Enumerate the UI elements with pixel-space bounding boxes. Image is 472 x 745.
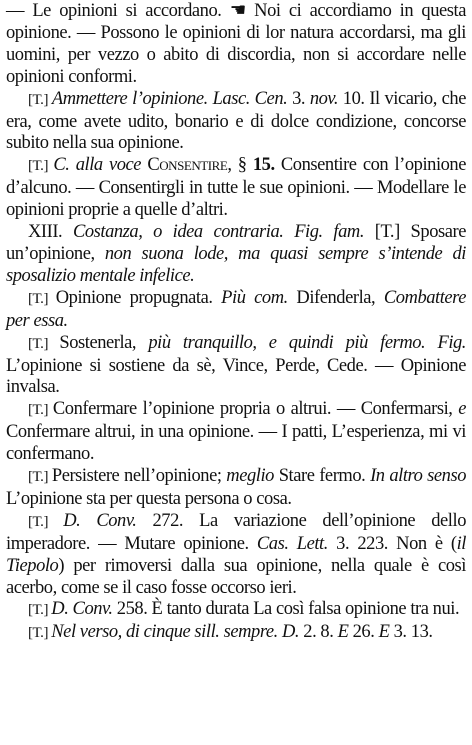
text-run: meglio	[226, 466, 274, 487]
source-tag: [T.]	[28, 469, 52, 486]
text-run: In altro senso	[370, 466, 466, 487]
paragraph-3	[6, 222, 466, 288]
text-run: 10. Il vicario, che era, come avete udito, bonario e di dolce condizione, concorse subito nella sua opinione.	[6, 88, 466, 154]
text-run: 272. La variazione dell’opinione dello imperadore. — Mutare opinione.	[6, 510, 466, 554]
text-run: 258. È tanto durata La così falsa opinione tra nui.	[112, 599, 460, 620]
text-run: E	[337, 622, 349, 643]
paragraph-6	[6, 399, 466, 466]
text-run: 3. 13.	[389, 622, 433, 643]
text-run: 3. 223. Non è (	[327, 533, 457, 554]
text-run: Nel verso, di cinque sill. sempre. D.	[51, 622, 300, 643]
text-run: ) per rimoversi dalla sua opinione, nella quale è così acerbo, come se il caso fosse occorso ieri.	[6, 555, 466, 598]
source-tag: [T.]	[28, 625, 52, 642]
text-run: il Tiepolo	[6, 533, 466, 576]
text-run: L’opinione sta per questa persona o cosa.	[6, 488, 292, 509]
text-run: Persistere nell’opinione;	[51, 466, 227, 487]
paragraph-1	[6, 89, 466, 156]
paragraph-8	[6, 511, 466, 600]
source-tag: [T.]	[28, 158, 54, 175]
paragraph-2	[6, 155, 466, 222]
text-run: 26.	[348, 622, 379, 643]
text-run: 15.	[252, 155, 275, 176]
pointing-hand-icon: ☚	[229, 1, 246, 21]
text-run: Lasc. Cen.	[212, 88, 293, 109]
paragraph-10	[6, 622, 466, 645]
text-run: D. Conv.	[51, 599, 113, 620]
paragraph-7	[6, 466, 466, 511]
text-run: Consentire	[147, 155, 228, 176]
text-run: Combattere per essa.	[6, 287, 467, 331]
text-run: Confermare altrui, in una opinione. — I patti, L’esperienza, mi vi confermano.	[6, 422, 466, 465]
source-tag: [T.]	[28, 290, 56, 307]
text-run: non suona lode, ma quasi sempre s’intende di sposalizio mentale infelice.	[6, 243, 466, 286]
paragraph-5	[6, 333, 466, 400]
text-run: 3.	[292, 88, 310, 109]
source-tag: [T.]	[28, 602, 52, 619]
text-run: Ammettere l’opinione.	[51, 88, 213, 109]
text-run: , §	[227, 155, 253, 176]
text-run: 2. 8.	[299, 622, 338, 643]
text-run: C. alla voce	[53, 155, 148, 176]
source-tag: [T.]	[28, 513, 64, 530]
text-run: Confermare l’opinione propria o altrui. — Confermarsi,	[52, 399, 459, 420]
text-run: Cas. Lett.	[256, 533, 328, 554]
paragraph-0	[6, 1, 466, 89]
text-run: Stare fermo.	[273, 466, 371, 487]
text-run: [T.] Sposare un’opinione,	[6, 222, 466, 264]
text-run: nov.	[309, 88, 338, 109]
text-run: Opinione propugnata.	[55, 287, 222, 308]
source-tag: [T.]	[28, 335, 60, 352]
text-run: Difenderla,	[287, 287, 384, 308]
paragraph-4	[6, 288, 466, 333]
paragraph-9	[6, 599, 466, 622]
text-run: Consentire con l’opinione d’alcuno. — Consentirgli in tutte le sue opinioni. — Modellare le opinioni proprie a quelle d’altri.	[6, 155, 466, 221]
text-run: e	[458, 399, 466, 420]
text-run: — Le opinioni si accordano.	[6, 1, 230, 21]
text-run: Sostenerla,	[59, 332, 149, 353]
text-run: Noi ci accordiamo in questa opinione. — Possono le opinioni di lor natura accordarsi, ma gli uomini, per vezzo o abito di discordia, non si accordare nelle opinioni conformi.	[6, 1, 466, 87]
text-run: L’opinione si sostiene da sè, Vince, Perde, Cede. — Opinione invalsa.	[6, 355, 466, 398]
text-run: XIII.	[28, 222, 73, 243]
source-tag: [T.]	[28, 402, 53, 419]
source-tag: [T.]	[28, 91, 52, 108]
text-run: Costanza, o idea contraria. Fig. fam.	[72, 222, 365, 243]
text-run: E	[378, 622, 390, 643]
text-run: più tranquillo, e quindi più fermo. Fig.	[148, 332, 466, 353]
text-run: Più com.	[221, 287, 288, 308]
text-run: D. Conv.	[63, 510, 137, 531]
